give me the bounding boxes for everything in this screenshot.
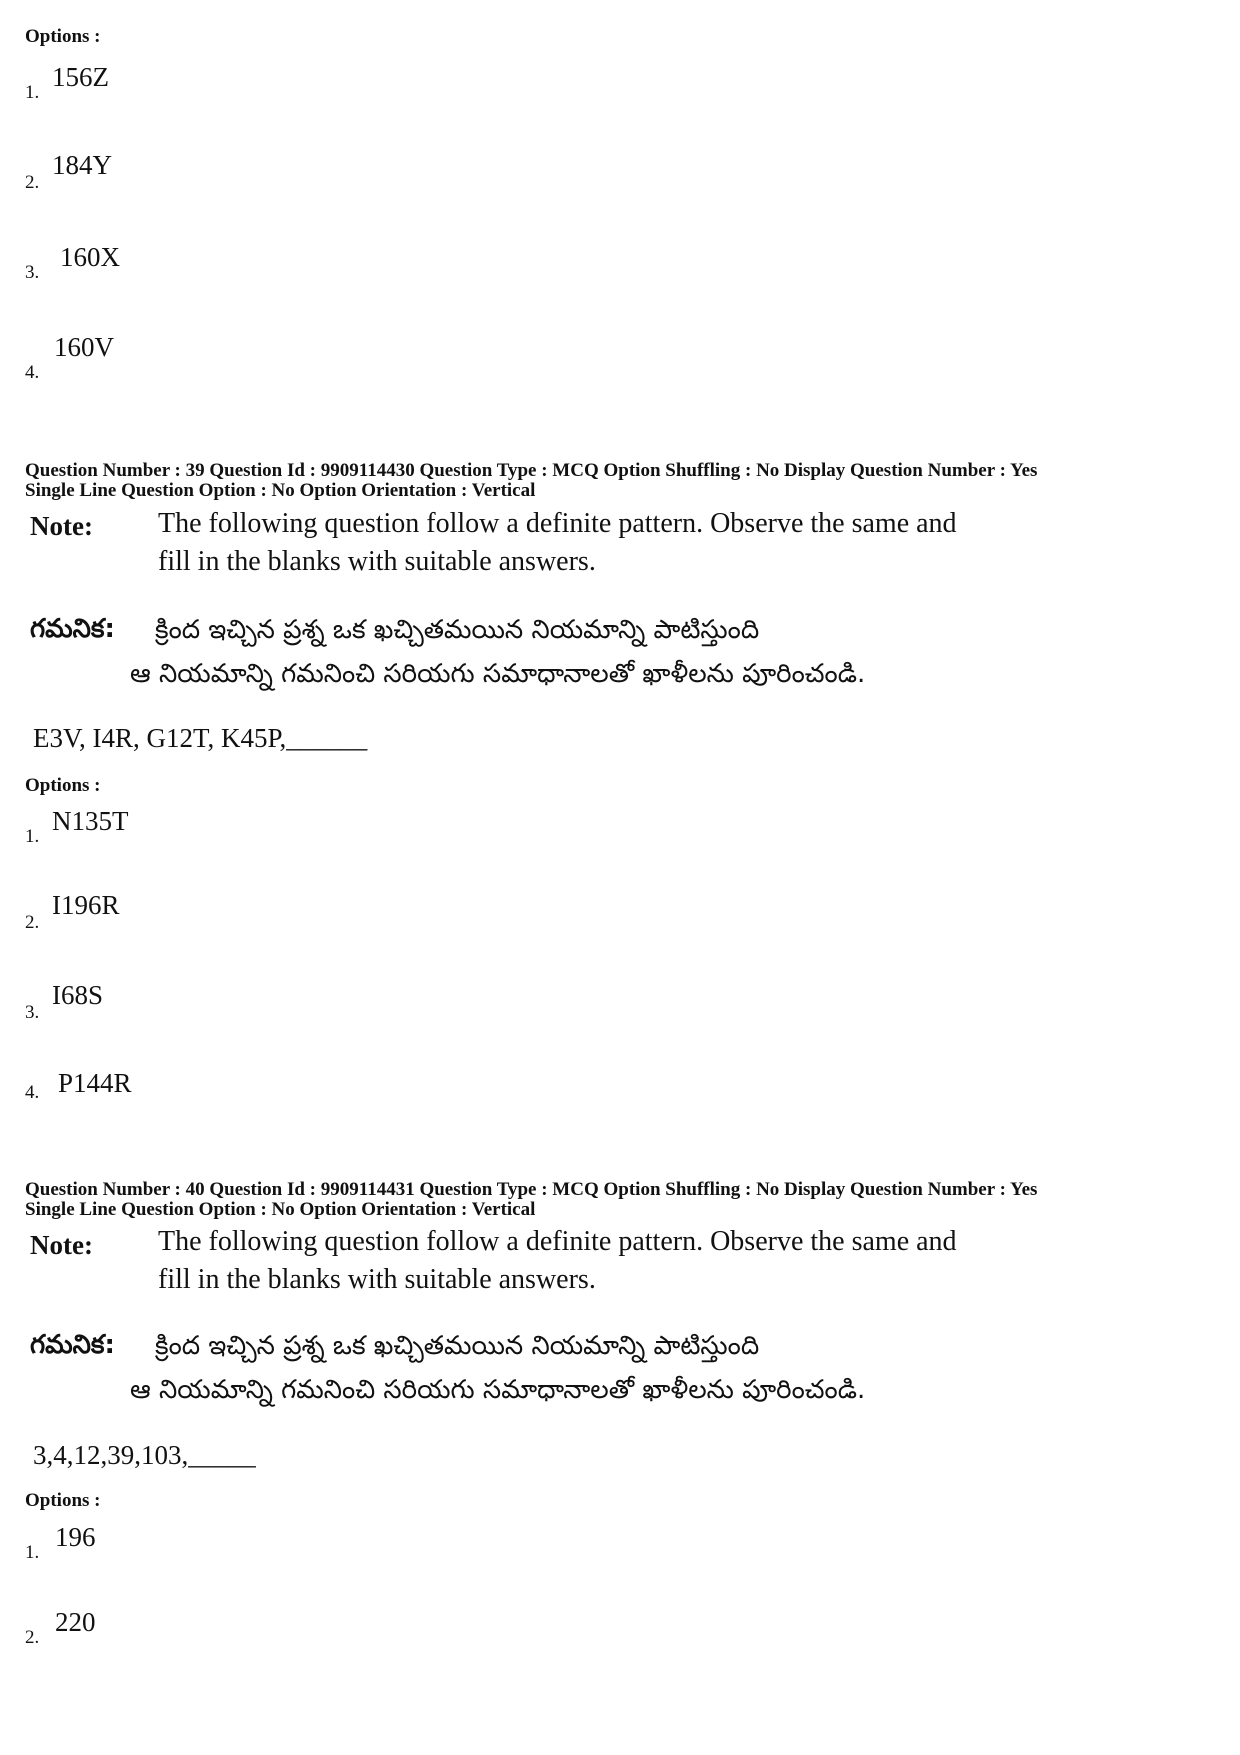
telugu-note-text-line-1: క్రింద ఇచ్చిన ప్రశ్న ఒక ఖచ్చితమయిన నియమాన్ని పాటిస్తుంది — [155, 615, 760, 645]
note-text-line-2: fill in the blanks with suitable answers. — [158, 1264, 596, 1295]
question-meta-line-1: Question Number : 40 Question Id : 9909114431 Question Type : MCQ Option Shuffling : No Display Question Number : Yes — [25, 1179, 1038, 1200]
question-series: 3,4,12,39,103,_____ — [33, 1440, 256, 1470]
note-text-line-1: The following question follow a definite pattern. Observe the same and — [158, 508, 957, 539]
option-value: P144R — [58, 1068, 132, 1098]
option-number: 1. — [25, 82, 40, 103]
note-label: Note: — [30, 1230, 93, 1260]
question-series: E3V, I4R, G12T, K45P,______ — [33, 723, 368, 753]
option-number: 4. — [25, 1082, 40, 1103]
option-value: I196R — [52, 890, 120, 920]
option-number: 4. — [25, 362, 40, 383]
note-text-line-1: The following question follow a definite pattern. Observe the same and — [158, 1226, 957, 1257]
option-value: I68S — [52, 980, 104, 1010]
option-value: 160V — [54, 332, 114, 362]
option-value: 156Z — [52, 62, 109, 92]
option-value: 220 — [55, 1607, 96, 1637]
note-text — [158, 505, 1118, 581]
question-meta-line-1: Question Number : 39 Question Id : 9909114430 Question Type : MCQ Option Shuffling : No Display Question Number : Yes — [25, 460, 1038, 481]
telugu-note-text-line-1: క్రింద ఇచ్చిన ప్రశ్న ఒక ఖచ్చితమయిన నియమాన్ని పాటిస్తుంది — [155, 1331, 760, 1361]
option-value: 160X — [60, 242, 120, 272]
option-number: 1. — [25, 826, 40, 847]
question-meta-line-2: Single Line Question Option : No Option Orientation : Vertical — [25, 1199, 536, 1220]
telugu-note-label: గమనిక: — [30, 614, 115, 644]
option-value: N135T — [52, 806, 129, 836]
option-number: 2. — [25, 1627, 40, 1648]
telugu-note-label: గమనిక: — [30, 1330, 115, 1360]
option-number: 3. — [25, 1002, 40, 1023]
question-meta-line-2: Single Line Question Option : No Option Orientation : Vertical — [25, 480, 536, 501]
options-heading: Options : — [25, 1490, 101, 1511]
note-text-line-2: fill in the blanks with suitable answers. — [158, 546, 596, 577]
options-heading: Options : — [25, 26, 101, 47]
option-number: 2. — [25, 912, 40, 933]
note-label: Note: — [30, 511, 93, 541]
options-heading: Options : — [25, 775, 101, 796]
option-number: 2. — [25, 172, 40, 193]
telugu-note-text-line-2: ఆ నియమాన్ని గమనించి సరియగు సమాధానాలతో ఖాళీలను పూరించండి. — [130, 1375, 866, 1405]
telugu-note-text-line-2: ఆ నియమాన్ని గమనించి సరియగు సమాధానాలతో ఖాళీలను పూరించండి. — [130, 659, 866, 689]
option-number: 1. — [25, 1542, 40, 1563]
option-number: 3. — [25, 262, 40, 283]
option-value: 196 — [55, 1522, 96, 1552]
option-value: 184Y — [52, 150, 112, 180]
note-text — [158, 1223, 1118, 1299]
